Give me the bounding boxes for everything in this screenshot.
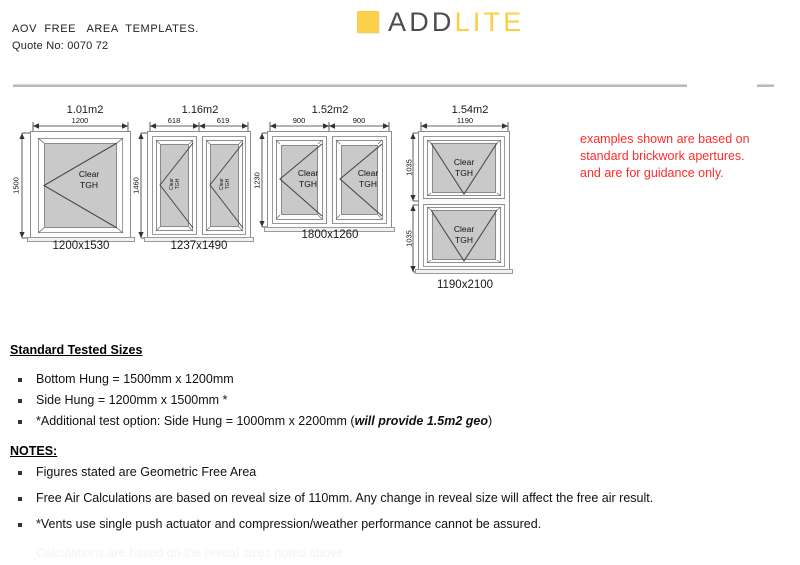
drawing-3-height-dim: 1230 <box>252 172 262 189</box>
drawing-2-pane-label-right: Clear TGH <box>219 178 231 190</box>
drawing-1-area-label: 1.01m2 <box>66 104 104 116</box>
drawing-3-width-dim-2: 900 <box>352 116 366 125</box>
standard-sizes-list <box>10 372 570 435</box>
drawing-2-height-dim: 1460 <box>131 177 141 194</box>
guidance-note-line-1: examples shown are based on <box>580 132 750 146</box>
notes-cut-off-line: Calculations are based on the reveal sizes noted above <box>36 546 344 560</box>
notes-item: Figures stated are Geometric Free Area <box>10 465 710 479</box>
notes-item: *Vents use single push actuator and compression/weather performance cannot be assured. <box>10 517 710 531</box>
drawing-2-width-dim-1: 618 <box>167 116 181 125</box>
drawing-4-pane-label-top: Clear TGH <box>453 157 475 178</box>
drawing-3-caption: 1800x1260 <box>301 229 359 241</box>
standard-sizes-item: *Additional test option: Side Hung = 1000mm x 2200mm (will provide 1.5m2 geo) <box>10 414 570 428</box>
drawing-4-pane-label-bottom: Clear TGH <box>453 224 475 245</box>
logo-text-lite: LITE <box>454 6 525 37</box>
drawing-2-caption: 1237x1490 <box>170 240 228 252</box>
drawing-2-width-dim-2: 619 <box>216 116 230 125</box>
drawing-4-area-label: 1.54m2 <box>451 104 489 116</box>
notes-list <box>10 465 710 543</box>
standard-sizes-item: Bottom Hung = 1500mm x 1200mm <box>10 372 570 386</box>
drawing-1-caption: 1200x1530 <box>52 240 110 252</box>
drawing-1-width-dim: 1200 <box>71 116 89 125</box>
drawing-4-width-dim: 1190 <box>456 116 474 125</box>
drawing-2-area-label: 1.16m2 <box>181 104 219 116</box>
drawing-2-pane-label-left: Clear TGH <box>169 178 181 190</box>
page-title: AOV FREE AREA TEMPLATES. <box>12 23 199 35</box>
notes-item: Free Air Calculations are based on reveal size of 110mm. Any change in reveal size will affect the free air result. <box>10 491 710 505</box>
drawing-3-area-label: 1.52m2 <box>311 104 349 116</box>
standard-sizes-heading: Standard Tested Sizes <box>10 343 143 357</box>
drawing-1-pane-label: Clear TGH <box>78 169 100 190</box>
guidance-note-line-3: and are for guidance only. <box>580 166 724 180</box>
logo-text-add: ADD <box>388 6 455 37</box>
drawing-3-width-dim-1: 900 <box>292 116 306 125</box>
quote-number: Quote No: 0070 72 <box>12 40 109 52</box>
drawing-4-height-dim-1: 1035 <box>404 159 414 176</box>
drawing-4-caption: 1190x2100 <box>436 279 494 291</box>
drawing-1-height-dim: 1500 <box>11 177 21 194</box>
notes-heading: NOTES: <box>10 444 58 458</box>
drawing-4-height-dim-2: 1035 <box>404 230 414 247</box>
drawing-3-pane-label-right: Clear TGH <box>357 168 379 189</box>
drawing-3-pane-label-left: Clear TGH <box>297 168 319 189</box>
guidance-note-line-2: standard brickwork apertures. <box>580 149 745 163</box>
drawing-4-sill <box>415 269 513 274</box>
standard-sizes-item: Side Hung = 1200mm x 1500mm * <box>10 393 570 407</box>
